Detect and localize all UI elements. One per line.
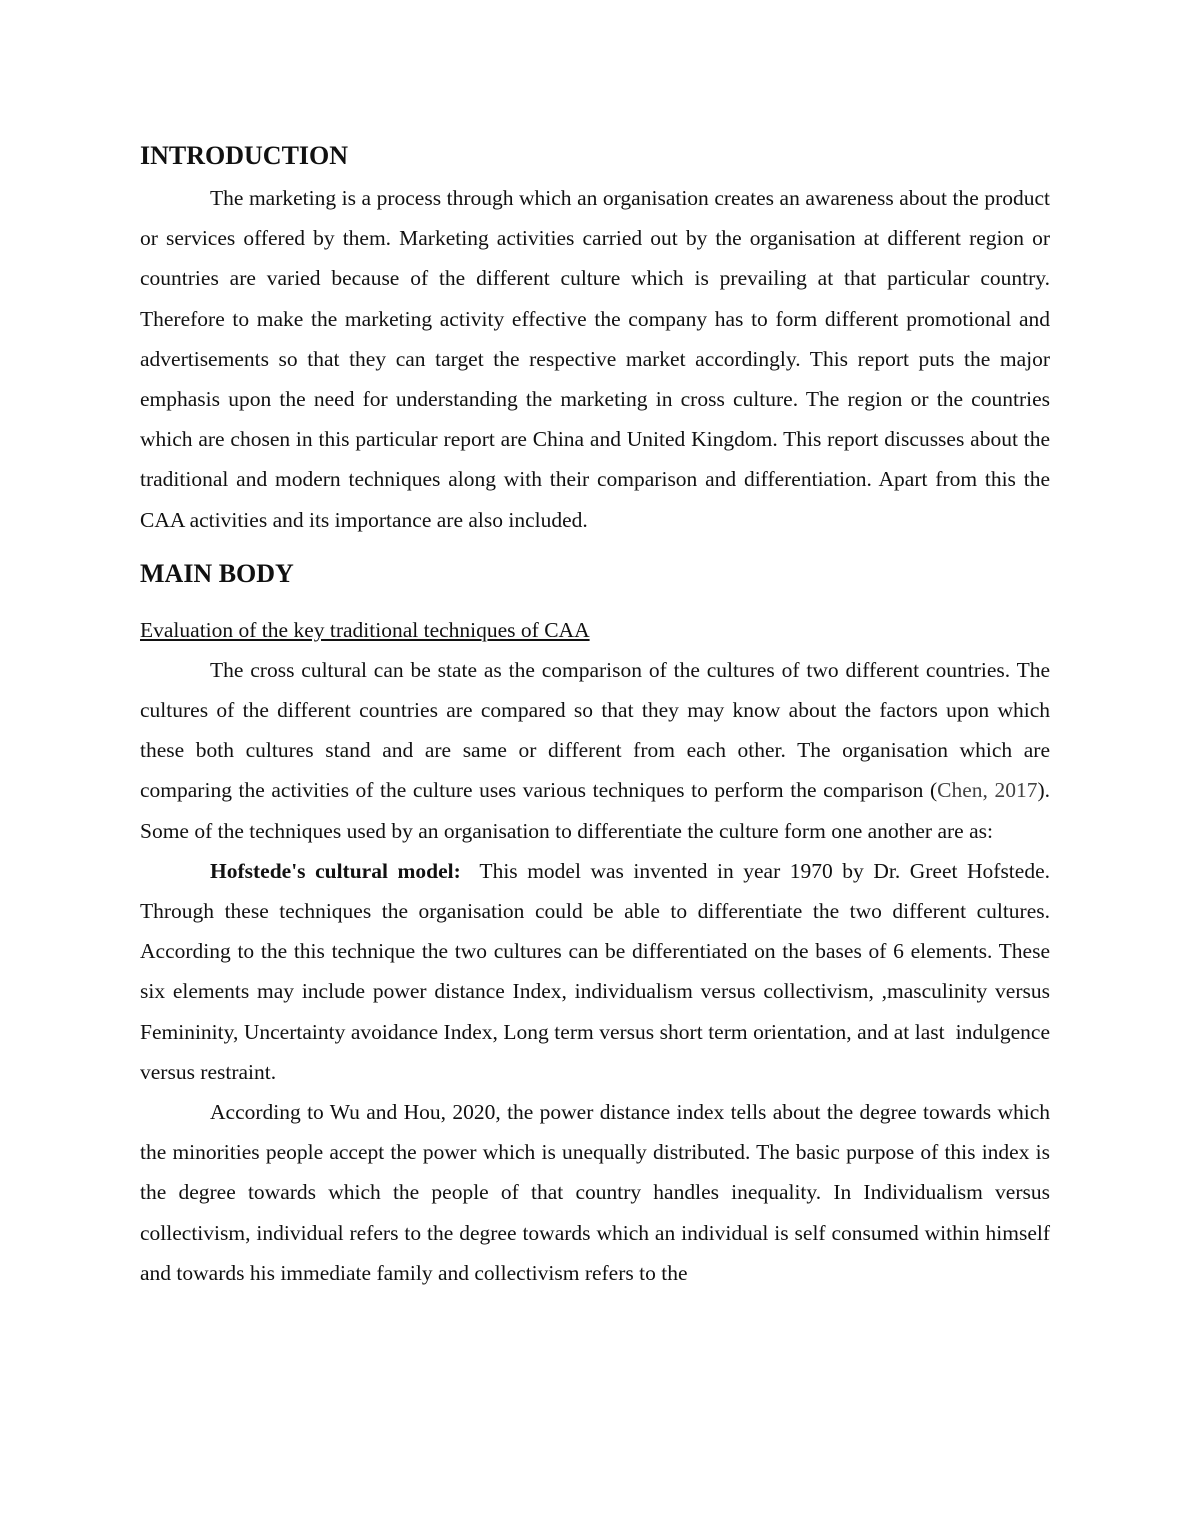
hofstede-lead-term: Hofstede's cultural model: bbox=[210, 858, 461, 883]
introduction-paragraph: The marketing is a process through which an organisation creates an awareness about the product or services offered by them. Marketing activities carried out by the organisation at different region or countries are varied because of the different culture which is prevailing at that particular country. Therefore to make the marketing activity effective the company has to form different promotional and advertisements so that they can target the respective market accordingly. This report puts the major emphasis upon the need for understanding the marketing in cross culture. The region or the countries which are chosen in this particular report are China and United Kingdom. This report discusses about the traditional and modern techniques along with their comparison and differentiation. Apart from this the CAA activities and its importance are also included. bbox=[140, 186, 1050, 532]
power-distance-paragraph: According to Wu and Hou, 2020, the power distance index tells about the degree towards which the minorities people accept the power which is unequally distributed. The basic purpose of this index is the degree towards which the people of that country handles inequality. In Individualism versus collectivism, individual refers to the degree towards which an individual is self consumed within himself and towards his immediate family and collectivism refers to the bbox=[140, 1100, 1050, 1285]
hofstede-paragraph bbox=[140, 851, 1056, 1092]
introduction-heading: INTRODUCTION bbox=[140, 141, 349, 170]
paragraph-text: This model was invented in year 1970 by Dr. Greet Hofstede. Through these techniques the organisation could be able to differentiate the two different cultures. According to the this technique the two cultures can be differentiated on the bases of 6 elements. These six elements may include power distance Index, individualism versus collectivism, ,masculinity versus Femininity, Uncertainty avoidance Index, Long term versus short term orientation, and at last indulgence versus restraint. bbox=[140, 858, 1056, 1084]
paragraph-text: The cross cultural can be state as the comparison of the cultures of two different countries. The cultures of the different countries are compared so that they may know about the factors upon which these both cultures stand and are same or different from each other. The organisation which are comparing the activities of the culture uses various techniques to perform the comparison ( bbox=[140, 657, 1050, 803]
paragraph-text: ). Some of the techniques used by an organisation to differentiate the culture form one another are as: bbox=[140, 778, 1051, 843]
citation: Chen, 2017 bbox=[937, 778, 1038, 803]
cross-cultural-paragraph bbox=[140, 650, 1050, 851]
main-body-heading: MAIN BODY bbox=[140, 558, 294, 588]
document-page bbox=[140, 138, 1056, 1293]
section-subheading: Evaluation of the key traditional techniques of CAA bbox=[140, 617, 590, 642]
